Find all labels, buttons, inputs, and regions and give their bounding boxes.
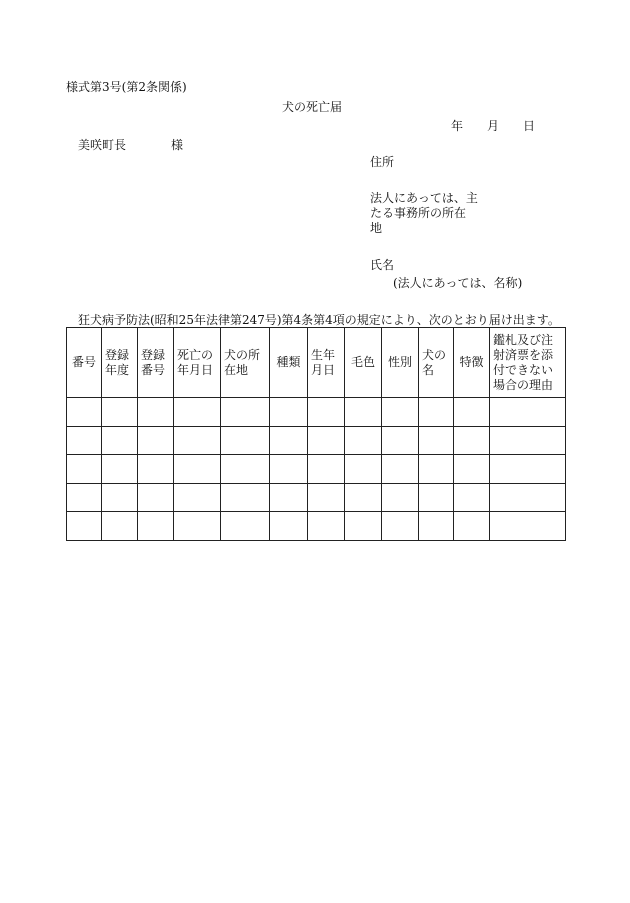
- table-cell[interactable]: [102, 483, 138, 512]
- column-header-line: 登録: [141, 347, 166, 362]
- table-cell[interactable]: [174, 512, 221, 541]
- column-header-line: 種類: [276, 355, 301, 369]
- table-cell[interactable]: [490, 512, 566, 541]
- column-header-line: 名: [422, 362, 435, 377]
- table-cell[interactable]: [102, 426, 138, 455]
- table-cell[interactable]: [270, 483, 308, 512]
- table-cell[interactable]: [174, 426, 221, 455]
- form-label: 様式第3号(第2条関係): [66, 80, 187, 94]
- column-header-line: 射済票を添: [493, 347, 554, 362]
- table-cell[interactable]: [221, 483, 270, 512]
- addressee-honorific: 様: [171, 138, 184, 152]
- table-cell[interactable]: [270, 512, 308, 541]
- column-header-line: 番号: [141, 362, 166, 377]
- column-header-line: 生年: [311, 347, 336, 362]
- column-header-line: 犬の: [422, 347, 447, 362]
- table-cell[interactable]: [454, 455, 490, 484]
- table-cell[interactable]: [345, 426, 382, 455]
- table-cell[interactable]: [454, 483, 490, 512]
- table-cell[interactable]: [419, 398, 454, 427]
- table-cell[interactable]: [382, 455, 419, 484]
- table-cell[interactable]: [308, 426, 345, 455]
- table-cell[interactable]: [270, 426, 308, 455]
- table-cell[interactable]: [174, 483, 221, 512]
- table-cell[interactable]: [490, 398, 566, 427]
- table-cell[interactable]: [382, 426, 419, 455]
- table-cell[interactable]: [221, 455, 270, 484]
- name-label: 氏名: [370, 258, 395, 272]
- table-header-row: [67, 328, 566, 398]
- corp-address-note: たる事務所の所在: [370, 206, 467, 220]
- statement: 狂犬病予防法(昭和25年法律第247号)第4条第4項の規定により、次のとおり届け出ます。: [78, 313, 560, 327]
- column-header: [221, 328, 270, 398]
- table-cell[interactable]: [419, 512, 454, 541]
- column-header-line: 在地: [224, 362, 249, 377]
- table-cell[interactable]: [345, 455, 382, 484]
- column-header: [138, 328, 174, 398]
- address-label: 住所: [370, 155, 395, 169]
- table-cell[interactable]: [419, 483, 454, 512]
- column-header: [67, 328, 102, 398]
- column-header: [454, 328, 490, 398]
- table-row: [67, 455, 566, 484]
- column-header-line: 番号: [71, 355, 96, 369]
- corp-address-note: 法人にあっては、主: [370, 191, 478, 205]
- table-cell[interactable]: [345, 483, 382, 512]
- dog-table: [66, 327, 566, 541]
- table-cell[interactable]: [102, 455, 138, 484]
- column-header: [174, 328, 221, 398]
- table-cell[interactable]: [308, 398, 345, 427]
- date-year: 年: [451, 119, 464, 133]
- column-header: [270, 328, 308, 398]
- column-header-line: 死亡の: [177, 347, 214, 362]
- table-row: [67, 483, 566, 512]
- column-header-line: 犬の所: [224, 347, 261, 362]
- column-header-line: 場合の理由: [493, 377, 554, 392]
- table-cell[interactable]: [270, 455, 308, 484]
- table-cell[interactable]: [221, 512, 270, 541]
- table-cell[interactable]: [138, 398, 174, 427]
- column-header: [102, 328, 138, 398]
- table-cell[interactable]: [138, 483, 174, 512]
- table-cell[interactable]: [270, 398, 308, 427]
- table-cell[interactable]: [67, 398, 102, 427]
- table-cell[interactable]: [490, 483, 566, 512]
- table-cell[interactable]: [382, 398, 419, 427]
- table-cell[interactable]: [419, 455, 454, 484]
- corp-name-note: (法人にあっては、名称): [393, 276, 523, 290]
- table-cell[interactable]: [454, 426, 490, 455]
- table-cell[interactable]: [102, 512, 138, 541]
- table-cell[interactable]: [67, 483, 102, 512]
- table-cell[interactable]: [308, 455, 345, 484]
- table-cell[interactable]: [174, 455, 221, 484]
- table-cell[interactable]: [138, 426, 174, 455]
- table-cell[interactable]: [490, 426, 566, 455]
- column-header-line: 付できない: [493, 362, 554, 377]
- table-cell[interactable]: [454, 398, 490, 427]
- column-header: [345, 328, 382, 398]
- table-row: [67, 512, 566, 541]
- table-cell[interactable]: [382, 512, 419, 541]
- date-month: 月: [487, 119, 500, 133]
- column-header-line: 鑑札及び注: [493, 332, 554, 347]
- column-header-line: 毛色: [350, 355, 375, 369]
- corp-address-note: 地: [370, 221, 383, 235]
- column-header-line: 性別: [387, 355, 412, 369]
- table-cell[interactable]: [67, 455, 102, 484]
- table-cell[interactable]: [345, 512, 382, 541]
- table-cell[interactable]: [138, 455, 174, 484]
- table-cell[interactable]: [221, 426, 270, 455]
- table-row: [67, 398, 566, 427]
- table-cell[interactable]: [308, 512, 345, 541]
- addressee-name: 美咲町長: [78, 138, 127, 152]
- table-cell[interactable]: [454, 512, 490, 541]
- table-cell[interactable]: [490, 455, 566, 484]
- column-header-line: 月日: [311, 362, 336, 377]
- table-cell[interactable]: [138, 512, 174, 541]
- table-cell[interactable]: [67, 426, 102, 455]
- table-cell[interactable]: [67, 512, 102, 541]
- column-header-line: 特徴: [459, 355, 484, 369]
- table-cell[interactable]: [221, 398, 270, 427]
- table-cell[interactable]: [308, 483, 345, 512]
- column-header-line: 年月日: [177, 362, 214, 377]
- table-cell[interactable]: [174, 398, 221, 427]
- table-cell[interactable]: [419, 426, 454, 455]
- form-title: 犬の死亡届: [282, 100, 343, 114]
- table-cell[interactable]: [102, 398, 138, 427]
- column-header: [382, 328, 419, 398]
- column-header: [490, 328, 566, 398]
- table-row: [67, 426, 566, 455]
- table-cell[interactable]: [345, 398, 382, 427]
- column-header: [308, 328, 345, 398]
- column-header: [419, 328, 454, 398]
- column-header-line: 登録: [105, 347, 130, 362]
- table-cell[interactable]: [382, 483, 419, 512]
- column-header-line: 年度: [105, 362, 130, 377]
- date-day: 日: [523, 119, 536, 133]
